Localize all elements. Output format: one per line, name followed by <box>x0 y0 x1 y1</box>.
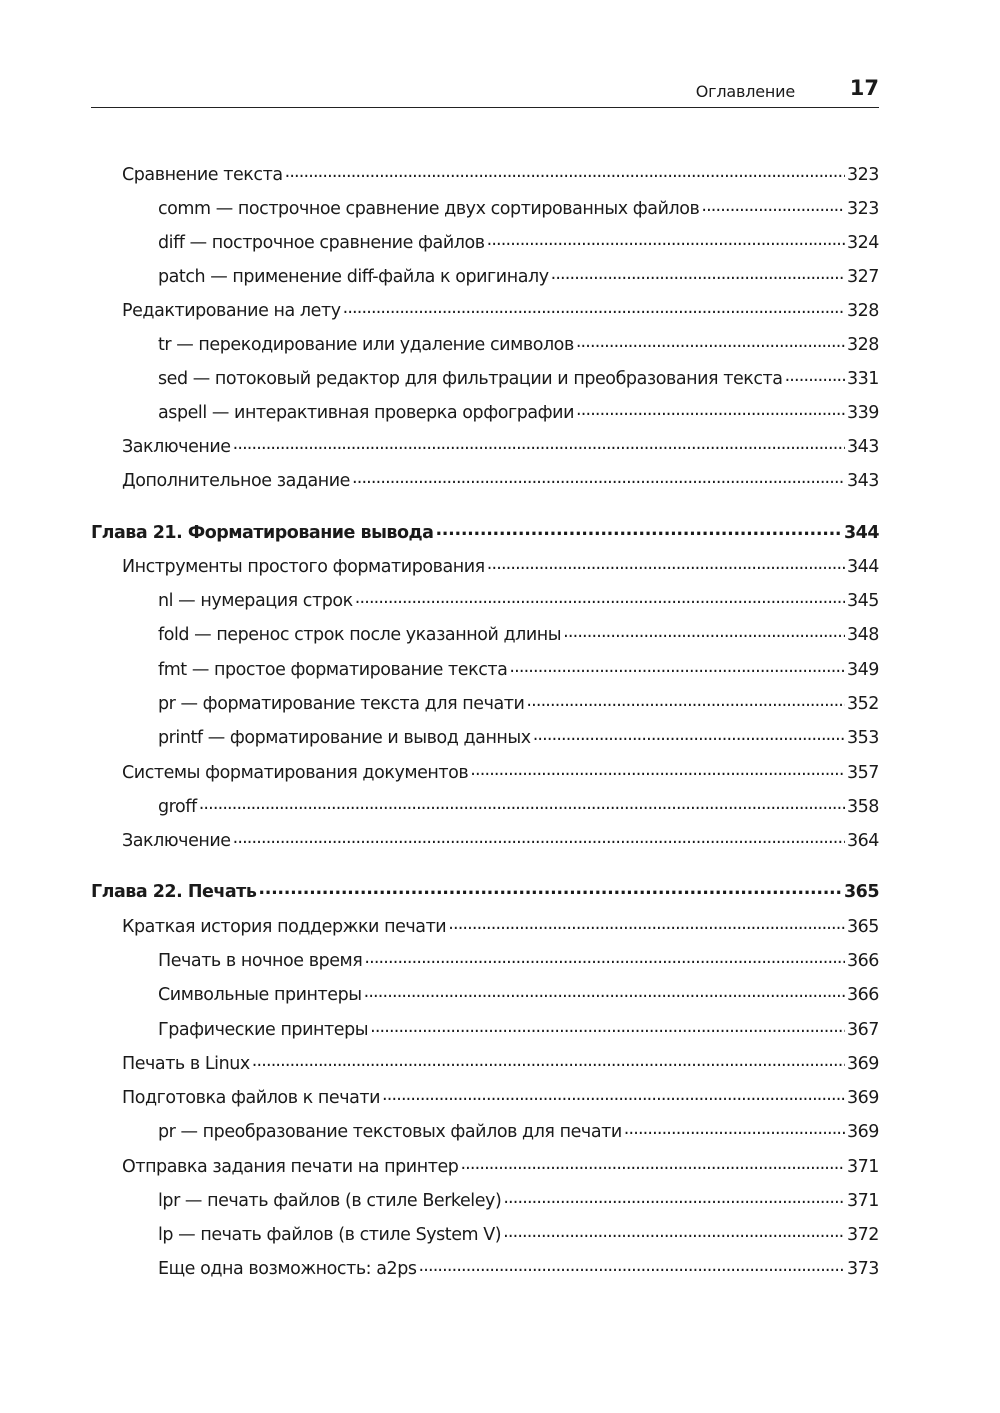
toc-entry <box>91 760 879 788</box>
toc-entry-page: 323 <box>846 164 879 185</box>
toc-entry <box>91 1222 879 1250</box>
toc-entry-page: 344 <box>846 556 879 577</box>
dot-leader <box>460 1154 845 1172</box>
dot-leader <box>526 691 845 709</box>
toc-chapter-entry <box>91 879 879 907</box>
toc-entry <box>91 332 879 360</box>
toc-entry <box>91 622 879 650</box>
toc-entry-page: 371 <box>846 1190 879 1211</box>
toc-entry-title: Инструменты простого форматирования <box>122 556 485 577</box>
toc-entry-page: 344 <box>843 522 879 543</box>
toc-entry-page: 367 <box>846 1019 879 1040</box>
toc-entry-title: nl — нумерация строк <box>158 590 353 611</box>
dot-leader <box>364 948 845 966</box>
dot-leader <box>285 162 845 180</box>
toc-entry <box>91 588 879 616</box>
toc-entry-page: 366 <box>846 984 879 1005</box>
toc-entry <box>91 1051 879 1079</box>
toc-entry <box>91 1085 879 1113</box>
toc-entry-page: 371 <box>846 1156 879 1177</box>
toc-entry-title: pr — преобразование текстовых файлов для печати <box>158 1121 622 1142</box>
dot-leader <box>701 196 845 214</box>
header-page-number: 17 <box>849 76 879 100</box>
toc-entry-title: Печать в Linux <box>122 1053 250 1074</box>
dot-leader <box>382 1085 845 1103</box>
page-header <box>91 74 879 108</box>
toc-entry <box>91 468 879 496</box>
toc-entry-title: sed — потоковый редактор для фильтрации и преобразования текста <box>158 368 783 389</box>
toc-entry-title: Еще одна возможность: a2ps <box>158 1258 417 1279</box>
toc-entry <box>91 162 879 190</box>
toc-entry-title: lpr — печать файлов (в стиле Berkeley) <box>158 1190 502 1211</box>
toc-entry-page: 339 <box>846 402 879 423</box>
toc-entry-title: Заключение <box>122 436 231 457</box>
toc-entry-page: 366 <box>846 950 879 971</box>
toc-entry <box>91 230 879 258</box>
toc-entry <box>91 434 879 462</box>
toc-entry-title: tr — перекодирование или удаление символов <box>158 334 574 355</box>
toc-entry-title: Системы форматирования документов <box>122 762 469 783</box>
toc-entry <box>91 264 879 292</box>
toc-entry <box>91 1119 879 1147</box>
toc-chapter-entry <box>91 520 879 548</box>
toc-entry-title: groff <box>158 796 197 817</box>
toc-entry <box>91 691 879 719</box>
toc-entry-title: pr — форматирование текста для печати <box>158 693 525 714</box>
toc-entry-page: 331 <box>846 368 879 389</box>
toc-entry <box>91 982 879 1010</box>
toc-entry <box>91 914 879 942</box>
dot-leader <box>576 332 845 350</box>
dot-leader <box>533 725 845 743</box>
dot-leader <box>785 366 845 384</box>
toc-entry-title: fmt — простое форматирование текста <box>158 659 508 680</box>
toc-entry-page: 343 <box>846 470 879 491</box>
toc-entry-page: 352 <box>846 693 879 714</box>
dot-leader <box>487 554 845 572</box>
dot-leader <box>563 622 845 640</box>
toc-entry-title: fold — перенос строк после указанной длины <box>158 624 562 645</box>
toc-entry-page: 364 <box>846 830 879 851</box>
toc-entry-title: Графические принтеры <box>158 1019 369 1040</box>
dot-leader <box>509 657 845 675</box>
toc-entry-page: 372 <box>846 1224 879 1245</box>
dot-leader <box>364 982 845 1000</box>
toc-entry-page: 357 <box>846 762 879 783</box>
toc-entry-title: Заключение <box>122 830 231 851</box>
toc-entry <box>91 828 879 856</box>
toc-entry-title: aspell — интерактивная проверка орфографии <box>158 402 575 423</box>
toc-entry-title: lp — печать файлов (в стиле System V) <box>158 1224 502 1245</box>
toc-entry-page: 358 <box>846 796 879 817</box>
dot-leader <box>419 1256 845 1274</box>
dot-leader <box>470 760 845 778</box>
toc-entry-page: 324 <box>846 232 879 253</box>
toc-entry-page: 345 <box>846 590 879 611</box>
toc-entry-title: patch — применение diff-файла к оригиналу <box>158 266 549 287</box>
toc-entry-title: diff — построчное сравнение файлов <box>158 232 485 253</box>
dot-leader <box>435 520 842 538</box>
toc-entry-title: Сравнение текста <box>122 164 283 185</box>
toc-entry-page: 323 <box>846 198 879 219</box>
toc-entry <box>91 400 879 428</box>
dot-leader <box>503 1222 845 1240</box>
toc-entry-title: Подготовка файлов к печати <box>122 1087 381 1108</box>
dot-leader <box>233 828 845 846</box>
toc-entry-page: 343 <box>846 436 879 457</box>
toc-entry-page: 353 <box>846 727 879 748</box>
toc-entry-title: Редактирование на лету <box>122 300 341 321</box>
dot-leader <box>252 1051 845 1069</box>
dot-leader <box>503 1188 845 1206</box>
toc-entry-title: Печать в ночное время <box>158 950 363 971</box>
dot-leader <box>487 230 845 248</box>
toc-entry-page: 328 <box>846 334 879 355</box>
dot-leader <box>343 298 845 316</box>
toc-entry-title: Дополнительное задание <box>122 470 350 491</box>
header-title: Оглавление <box>695 82 795 101</box>
dot-leader <box>233 434 845 452</box>
dot-leader <box>624 1119 845 1137</box>
toc-entry-page: 369 <box>846 1053 879 1074</box>
dot-leader <box>370 1017 845 1035</box>
dot-leader <box>551 264 845 282</box>
toc-entry <box>91 554 879 582</box>
toc-entry-page: 327 <box>846 266 879 287</box>
dot-leader <box>352 468 845 486</box>
toc-entry-page: 348 <box>846 624 879 645</box>
toc-entry-title: comm — построчное сравнение двух сортированных файлов <box>158 198 700 219</box>
toc-entry <box>91 366 879 394</box>
toc-entry-title: printf — форматирование и вывод данных <box>158 727 531 748</box>
toc-entry-page: 365 <box>843 881 879 902</box>
toc-entry <box>91 1188 879 1216</box>
dot-leader <box>355 588 845 606</box>
toc-entry-page: 365 <box>846 916 879 937</box>
toc-entry <box>91 657 879 685</box>
dot-leader <box>448 914 845 932</box>
toc-entry <box>91 1256 879 1284</box>
toc-entry-title: Краткая история поддержки печати <box>122 916 447 937</box>
toc-entry <box>91 1017 879 1045</box>
toc-entry-title: Глава 22. Печать <box>91 881 257 902</box>
dot-leader <box>576 400 845 418</box>
toc-entry-page: 373 <box>846 1258 879 1279</box>
toc-entry-page: 349 <box>846 659 879 680</box>
toc-entry <box>91 196 879 224</box>
toc-entry-page: 369 <box>846 1087 879 1108</box>
toc-entry-title: Символьные принтеры <box>158 984 362 1005</box>
toc-entry <box>91 298 879 326</box>
toc-entry-page: 369 <box>846 1121 879 1142</box>
toc-entry-title: Глава 21. Форматирование вывода <box>91 522 434 543</box>
toc-entry <box>91 948 879 976</box>
toc-entry-title: Отправка задания печати на принтер <box>122 1156 459 1177</box>
toc-entry-page: 328 <box>846 300 879 321</box>
toc-entry <box>91 1154 879 1182</box>
dot-leader <box>199 794 845 812</box>
toc-entry <box>91 725 879 753</box>
toc-entry <box>91 794 879 822</box>
dot-leader <box>258 879 842 897</box>
